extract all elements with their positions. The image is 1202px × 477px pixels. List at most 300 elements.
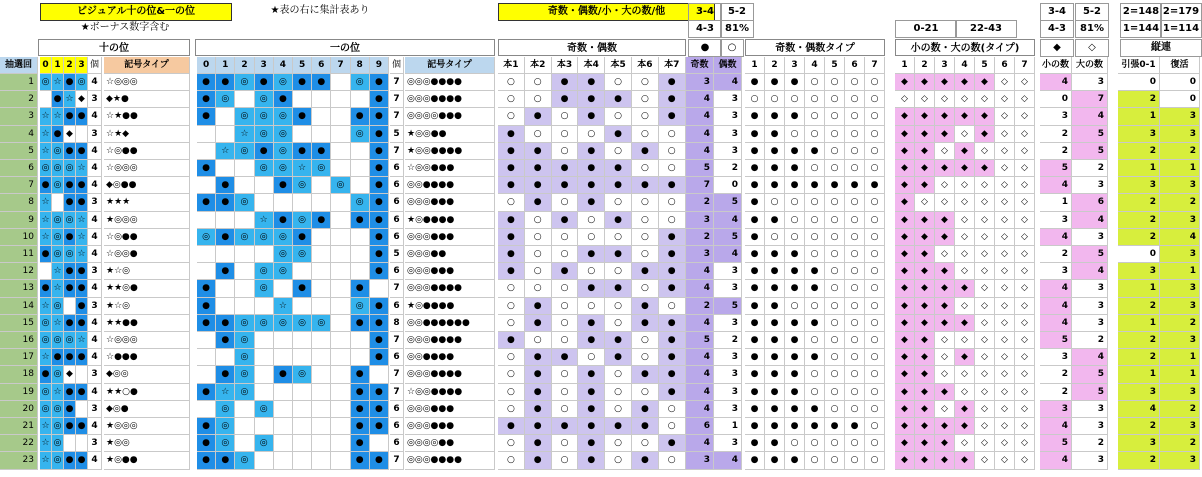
small-big-cell[interactable]: ◆ <box>975 126 995 143</box>
ones-type[interactable]: ☆◎◎●●●● <box>405 384 495 401</box>
header-type[interactable]: 5 <box>825 57 845 74</box>
header-ones-digit[interactable]: 9 <box>370 57 389 74</box>
hikihari-value[interactable]: 3 <box>1118 435 1160 452</box>
odd-even-cell[interactable]: ● <box>498 143 525 160</box>
odd-even-cell[interactable]: ○ <box>632 246 659 263</box>
odd-even-type-cell[interactable]: ● <box>805 280 825 297</box>
odd-even-cell[interactable]: ● <box>605 212 632 229</box>
small-big-cell[interactable]: ◇ <box>1015 108 1035 125</box>
ones-cell[interactable] <box>197 126 216 143</box>
tens-cell[interactable]: ◎ <box>52 435 64 452</box>
small-big-cell[interactable]: ◇ <box>955 194 975 211</box>
ones-cell[interactable]: ● <box>197 194 216 211</box>
ones-cell[interactable]: ◎ <box>293 177 312 194</box>
odd-even-type-cell[interactable]: ○ <box>825 263 845 280</box>
header-hon[interactable]: 本5 <box>605 57 632 74</box>
ones-cell[interactable] <box>312 263 331 280</box>
ones-cell[interactable]: ☆ <box>274 298 293 315</box>
ones-cell[interactable]: ◎ <box>255 280 274 297</box>
odd-even-cell[interactable]: ○ <box>552 280 579 297</box>
small-big-cell[interactable]: ◇ <box>1015 91 1035 108</box>
ones-count[interactable]: 7 <box>390 74 404 91</box>
odd-even-cell[interactable]: ○ <box>525 263 552 280</box>
draw-number[interactable]: 16 <box>0 332 38 349</box>
tens-cell[interactable]: ☆ <box>40 298 52 315</box>
tens-cell[interactable]: ● <box>64 349 76 366</box>
odd-even-type-cell[interactable]: ○ <box>805 246 825 263</box>
draw-number[interactable]: 3 <box>0 108 38 125</box>
odd-even-type-cell[interactable]: ● <box>765 143 785 160</box>
tens-type[interactable]: ☆◎●● <box>104 229 190 246</box>
even-count[interactable]: 3 <box>714 384 742 401</box>
tens-cell[interactable]: ☆ <box>76 212 88 229</box>
header-kigou2[interactable]: 記号タイプ <box>405 57 495 74</box>
small-big-cell[interactable]: ◆ <box>915 177 935 194</box>
tens-cell[interactable]: ☆ <box>40 108 52 125</box>
tens-cell[interactable]: ☆ <box>52 384 64 401</box>
tens-count[interactable]: 3 <box>88 126 102 143</box>
odd-even-type-cell[interactable]: ○ <box>785 194 805 211</box>
odd-even-type-cell[interactable]: ○ <box>865 143 885 160</box>
tens-cell[interactable]: ◎ <box>52 177 64 194</box>
odd-even-cell[interactable]: ● <box>605 349 632 366</box>
ones-cell[interactable] <box>255 332 274 349</box>
ones-cell[interactable] <box>312 298 331 315</box>
ones-type[interactable]: ◎◎◎●●●● <box>405 74 495 91</box>
small-big-cell[interactable]: ◇ <box>975 280 995 297</box>
ones-cell[interactable]: ◎ <box>255 108 274 125</box>
fukuren-value[interactable]: 2 <box>1160 315 1200 332</box>
odd-count[interactable]: 4 <box>686 401 714 418</box>
ones-cell[interactable]: ● <box>370 229 389 246</box>
tens-cell[interactable]: ● <box>76 452 88 469</box>
ones-cell[interactable] <box>370 366 389 383</box>
odd-even-cell[interactable]: ○ <box>578 263 605 280</box>
header-big[interactable]: 大の数 <box>1072 57 1108 74</box>
odd-even-type-cell[interactable]: ○ <box>845 160 865 177</box>
odd-count[interactable]: 4 <box>686 108 714 125</box>
ratio2-c[interactable]: 4-3 <box>1040 20 1074 38</box>
tens-count[interactable]: 4 <box>88 108 102 125</box>
ones-count[interactable]: 8 <box>390 315 404 332</box>
odd-even-type-cell[interactable]: ○ <box>845 229 865 246</box>
ones-cell[interactable] <box>216 160 235 177</box>
odd-even-cell[interactable]: ○ <box>605 401 632 418</box>
ones-cell[interactable]: ● <box>216 229 235 246</box>
odd-even-cell[interactable]: ● <box>632 418 659 435</box>
ones-cell[interactable] <box>255 298 274 315</box>
ones-type[interactable]: ◎◎◎●●● <box>405 418 495 435</box>
fukuren-value[interactable]: 3 <box>1160 126 1200 143</box>
small-big-cell[interactable]: ◇ <box>935 143 955 160</box>
odd-even-type-cell[interactable]: ○ <box>865 452 885 469</box>
ones-cell[interactable]: ☆ <box>293 160 312 177</box>
odd-even-cell[interactable]: ○ <box>525 246 552 263</box>
tens-count[interactable]: 4 <box>88 229 102 246</box>
odd-even-cell[interactable]: ● <box>552 160 579 177</box>
odd-even-cell[interactable]: ● <box>659 263 686 280</box>
big-count[interactable]: 2 <box>1072 435 1108 452</box>
small-big-cell[interactable]: ◇ <box>935 177 955 194</box>
small-big-cell[interactable]: ◇ <box>915 194 935 211</box>
small-big-cell[interactable]: ◇ <box>915 91 935 108</box>
ones-type[interactable]: ★◎◎●●●● <box>405 143 495 160</box>
ones-cell[interactable] <box>331 74 350 91</box>
small-big-cell[interactable]: ◆ <box>975 108 995 125</box>
ones-count[interactable]: 6 <box>390 401 404 418</box>
small-big-cell[interactable]: ◇ <box>935 366 955 383</box>
fukuren-value[interactable]: 3 <box>1160 246 1200 263</box>
odd-even-type-cell[interactable]: ○ <box>865 435 885 452</box>
small-big-cell[interactable]: ◆ <box>915 160 935 177</box>
small-big-cell[interactable]: ◇ <box>1015 418 1035 435</box>
legend-dia-filled[interactable]: ◆ <box>1040 39 1074 57</box>
ones-cell[interactable]: ◎ <box>235 349 254 366</box>
odd-even-cell[interactable]: ○ <box>498 280 525 297</box>
big-count[interactable]: 5 <box>1072 246 1108 263</box>
small-big-cell[interactable]: ◇ <box>975 315 995 332</box>
ones-cell[interactable] <box>216 349 235 366</box>
odd-even-cell[interactable]: ● <box>578 143 605 160</box>
tens-count[interactable]: 3 <box>88 435 102 452</box>
tens-cell[interactable]: ● <box>76 194 88 211</box>
tens-cell[interactable]: ☆ <box>52 74 64 91</box>
ones-cell[interactable]: ● <box>216 177 235 194</box>
ones-cell[interactable] <box>293 263 312 280</box>
small-big-cell[interactable]: ◇ <box>975 366 995 383</box>
small-big-cell[interactable]: ◇ <box>1015 194 1035 211</box>
header-kosu2[interactable]: 個 <box>390 57 404 74</box>
ones-cell[interactable] <box>274 349 293 366</box>
draw-number[interactable]: 18 <box>0 366 38 383</box>
odd-even-type-cell[interactable]: ○ <box>825 74 845 91</box>
odd-even-type-cell[interactable]: ● <box>805 349 825 366</box>
ones-cell[interactable]: ◎ <box>351 298 370 315</box>
tens-cell[interactable]: ◎ <box>52 418 64 435</box>
ones-count[interactable]: 7 <box>390 384 404 401</box>
big-count[interactable]: 5 <box>1072 126 1108 143</box>
tens-cell[interactable]: ● <box>76 177 88 194</box>
header-ones-digit[interactable]: 3 <box>255 57 274 74</box>
odd-even-cell[interactable]: ○ <box>525 212 552 229</box>
odd-count[interactable]: 3 <box>686 452 714 469</box>
draw-number[interactable]: 8 <box>0 194 38 211</box>
small-big-cell[interactable]: ◇ <box>1015 212 1035 229</box>
tens-cell[interactable]: ● <box>76 280 88 297</box>
odd-even-type-cell[interactable]: ○ <box>785 229 805 246</box>
small-big-cell[interactable]: ◆ <box>935 435 955 452</box>
small-big-cell[interactable]: ◇ <box>1015 263 1035 280</box>
title-odd-even-small-big[interactable]: 奇数・偶数/小・大の数/他 <box>498 3 715 21</box>
ones-cell[interactable]: ◎ <box>255 315 274 332</box>
tens-cell[interactable]: ☆ <box>40 143 52 160</box>
odd-even-cell[interactable]: ○ <box>605 298 632 315</box>
small-count[interactable]: 4 <box>1040 418 1072 435</box>
ones-cell[interactable]: ● <box>370 401 389 418</box>
ones-cell[interactable]: ● <box>370 418 389 435</box>
odd-even-type-cell[interactable]: ● <box>765 280 785 297</box>
ones-cell[interactable]: ◎ <box>235 366 254 383</box>
odd-even-type-cell[interactable]: ○ <box>825 349 845 366</box>
odd-even-cell[interactable]: ● <box>525 177 552 194</box>
ones-cell[interactable] <box>370 280 389 297</box>
ones-type[interactable]: ◎◎●●●● <box>405 349 495 366</box>
ones-cell[interactable]: ● <box>255 143 274 160</box>
odd-even-type-cell[interactable]: ○ <box>845 74 865 91</box>
odd-even-cell[interactable]: ○ <box>552 298 579 315</box>
ones-cell[interactable] <box>274 194 293 211</box>
ones-cell[interactable]: ◎ <box>274 126 293 143</box>
header-ones-digit[interactable]: 7 <box>331 57 350 74</box>
odd-count[interactable]: 3 <box>686 212 714 229</box>
note-summary-right[interactable]: ★表の右に集計表あり <box>270 5 370 16</box>
ones-cell[interactable] <box>351 229 370 246</box>
hikihari-value[interactable]: 2 <box>1118 298 1160 315</box>
odd-even-cell[interactable]: ○ <box>605 74 632 91</box>
ones-type[interactable]: ◎◎◎●●●● <box>405 91 495 108</box>
fukuren-value[interactable]: 3 <box>1160 280 1200 297</box>
small-big-cell[interactable]: ◆ <box>955 452 975 469</box>
ones-cell[interactable]: ● <box>293 280 312 297</box>
ones-cell[interactable] <box>331 332 350 349</box>
ones-cell[interactable]: ● <box>216 74 235 91</box>
odd-even-type-cell[interactable]: ● <box>745 366 765 383</box>
draw-number[interactable]: 9 <box>0 212 38 229</box>
small-big-cell[interactable]: ◇ <box>935 401 955 418</box>
ones-cell[interactable]: ◎ <box>197 229 216 246</box>
odd-even-cell[interactable]: ● <box>498 177 525 194</box>
tens-cell[interactable] <box>64 298 76 315</box>
ones-cell[interactable]: ◎ <box>255 435 274 452</box>
odd-even-type-cell[interactable]: ● <box>745 126 765 143</box>
odd-even-type-cell[interactable]: ● <box>825 418 845 435</box>
odd-even-cell[interactable]: ● <box>659 384 686 401</box>
tens-type[interactable]: ★◎◎◎ <box>104 212 190 229</box>
odd-even-cell[interactable]: ● <box>552 177 579 194</box>
ones-cell[interactable] <box>274 401 293 418</box>
odd-even-type-cell[interactable]: ● <box>785 108 805 125</box>
tens-cell[interactable]: ◎ <box>64 212 76 229</box>
odd-even-type-cell[interactable]: ○ <box>865 229 885 246</box>
ones-cell[interactable] <box>216 246 235 263</box>
ones-cell[interactable] <box>274 280 293 297</box>
header-sb-type[interactable]: 1 <box>895 57 915 74</box>
ones-cell[interactable] <box>351 143 370 160</box>
ones-cell[interactable]: ◎ <box>274 229 293 246</box>
odd-even-cell[interactable]: ● <box>525 194 552 211</box>
odd-even-cell[interactable]: ○ <box>552 401 579 418</box>
small-big-cell[interactable]: ◇ <box>995 229 1015 246</box>
ones-cell[interactable]: ● <box>370 177 389 194</box>
odd-even-type-cell[interactable]: ○ <box>825 280 845 297</box>
odd-even-type-cell[interactable]: ● <box>785 315 805 332</box>
small-big-cell[interactable]: ◇ <box>995 384 1015 401</box>
hikihari-value[interactable]: 1 <box>1118 108 1160 125</box>
ones-cell[interactable] <box>235 435 254 452</box>
odd-count[interactable]: 4 <box>686 366 714 383</box>
big-count[interactable]: 2 <box>1072 332 1108 349</box>
ones-cell[interactable] <box>274 418 293 435</box>
tens-cell[interactable]: ☆ <box>40 229 52 246</box>
small-big-cell[interactable]: ◇ <box>955 126 975 143</box>
header-draw[interactable]: 抽選回 <box>0 57 38 74</box>
small-big-cell[interactable]: ◆ <box>915 332 935 349</box>
ones-count[interactable]: 7 <box>390 143 404 160</box>
odd-even-type-cell[interactable]: ● <box>785 384 805 401</box>
hikihari-value[interactable]: 2 <box>1118 143 1160 160</box>
small-big-cell[interactable]: ◆ <box>935 74 955 91</box>
ones-cell[interactable] <box>293 401 312 418</box>
odd-even-cell[interactable]: ● <box>605 332 632 349</box>
even-count[interactable]: 4 <box>714 212 742 229</box>
odd-even-type-cell[interactable]: ○ <box>865 366 885 383</box>
small-big-cell[interactable]: ◆ <box>895 246 915 263</box>
ones-cell[interactable]: ◎ <box>293 366 312 383</box>
ones-cell[interactable] <box>255 349 274 366</box>
small-big-cell[interactable]: ◇ <box>935 194 955 211</box>
header-ones[interactable]: 一の位 <box>195 39 495 56</box>
tens-cell[interactable]: ◆ <box>76 91 88 108</box>
tens-type[interactable]: ★☆◎ <box>104 263 190 280</box>
small-big-cell[interactable]: ◇ <box>1015 315 1035 332</box>
small-count[interactable]: 3 <box>1040 401 1072 418</box>
ones-cell[interactable]: ● <box>216 366 235 383</box>
ones-cell[interactable] <box>312 126 331 143</box>
odd-count[interactable]: 4 <box>686 126 714 143</box>
odd-even-type-cell[interactable]: ● <box>845 418 865 435</box>
ones-cell[interactable]: ◎ <box>216 418 235 435</box>
small-big-cell[interactable]: ◇ <box>975 384 995 401</box>
small-count[interactable]: 5 <box>1040 332 1072 349</box>
small-big-cell[interactable]: ◇ <box>975 194 995 211</box>
small-big-cell[interactable]: ◇ <box>995 91 1015 108</box>
ones-type[interactable]: ◎◎◎●●●● <box>405 332 495 349</box>
odd-even-cell[interactable]: ○ <box>605 366 632 383</box>
odd-even-type-cell[interactable]: ○ <box>785 126 805 143</box>
odd-even-type-cell[interactable]: ○ <box>825 366 845 383</box>
hikihari-value[interactable]: 2 <box>1118 194 1160 211</box>
ones-cell[interactable]: ◎ <box>274 263 293 280</box>
ones-cell[interactable] <box>351 246 370 263</box>
small-big-cell[interactable]: ◆ <box>895 143 915 160</box>
tens-cell[interactable]: ☆ <box>76 332 88 349</box>
header-type[interactable]: 2 <box>765 57 785 74</box>
odd-even-type-cell[interactable]: ● <box>745 263 765 280</box>
tens-count[interactable]: 4 <box>88 315 102 332</box>
hikihari-value[interactable]: 3 <box>1118 126 1160 143</box>
legend-dot-filled[interactable]: ● <box>688 39 722 57</box>
ones-cell[interactable] <box>216 126 235 143</box>
header-tens-digit[interactable]: 2 <box>64 57 76 74</box>
odd-even-cell[interactable]: ● <box>659 366 686 383</box>
ones-cell[interactable] <box>331 194 350 211</box>
header-sb-type[interactable]: 6 <box>995 57 1015 74</box>
small-big-cell[interactable]: ◇ <box>975 143 995 160</box>
even-count[interactable]: 3 <box>714 435 742 452</box>
odd-even-type-cell[interactable]: ● <box>805 418 825 435</box>
odd-even-cell[interactable]: ○ <box>525 91 552 108</box>
small-big-cell[interactable]: ◆ <box>895 418 915 435</box>
ones-count[interactable]: 5 <box>390 126 404 143</box>
odd-even-cell[interactable]: ○ <box>605 384 632 401</box>
small-big-cell[interactable]: ◆ <box>915 212 935 229</box>
ones-cell[interactable] <box>255 194 274 211</box>
ones-cell[interactable]: ◎ <box>293 315 312 332</box>
odd-even-cell[interactable]: ● <box>632 177 659 194</box>
odd-even-cell[interactable]: ○ <box>498 401 525 418</box>
ones-count[interactable]: 5 <box>390 246 404 263</box>
small-big-cell[interactable]: ◆ <box>955 160 975 177</box>
ones-cell[interactable]: ◎ <box>274 143 293 160</box>
odd-even-type-cell[interactable]: ● <box>785 418 805 435</box>
tens-cell[interactable] <box>76 401 88 418</box>
ones-cell[interactable] <box>331 126 350 143</box>
ones-type[interactable]: ★◎●●●● <box>405 212 495 229</box>
odd-even-type-cell[interactable]: ● <box>745 332 765 349</box>
odd-even-type-cell[interactable]: ○ <box>785 435 805 452</box>
small-big-cell[interactable]: ◆ <box>895 452 915 469</box>
odd-even-cell[interactable]: ● <box>578 194 605 211</box>
draw-number[interactable]: 7 <box>0 177 38 194</box>
tens-type[interactable]: ★★★ <box>104 194 190 211</box>
ones-cell[interactable] <box>197 263 216 280</box>
odd-even-cell[interactable]: ○ <box>498 349 525 366</box>
ones-cell[interactable] <box>293 349 312 366</box>
odd-even-cell[interactable]: ● <box>578 74 605 91</box>
odd-even-type-cell[interactable]: ○ <box>825 108 845 125</box>
odd-even-cell[interactable]: ● <box>525 401 552 418</box>
header-ones-digit[interactable]: 0 <box>197 57 216 74</box>
odd-even-type-cell[interactable]: ○ <box>865 418 885 435</box>
ratio-c[interactable]: 4-3 <box>688 20 722 38</box>
odd-even-type-cell[interactable]: ○ <box>845 452 865 469</box>
ones-cell[interactable] <box>197 246 216 263</box>
ones-count[interactable]: 6 <box>390 435 404 452</box>
small-big-cell[interactable]: ◆ <box>955 143 975 160</box>
odd-even-cell[interactable]: ● <box>578 435 605 452</box>
ones-cell[interactable] <box>331 315 350 332</box>
tens-cell[interactable]: ● <box>64 280 76 297</box>
ones-cell[interactable] <box>331 263 350 280</box>
ones-cell[interactable] <box>197 401 216 418</box>
small-big-cell[interactable]: ◇ <box>1015 246 1035 263</box>
draw-number[interactable]: 20 <box>0 401 38 418</box>
summary-2[interactable]: 2=179 <box>1160 3 1202 21</box>
odd-even-cell[interactable]: ● <box>525 298 552 315</box>
ones-cell[interactable]: ◎ <box>293 212 312 229</box>
odd-even-cell[interactable]: ● <box>498 332 525 349</box>
big-count[interactable]: 3 <box>1072 298 1108 315</box>
ones-cell[interactable] <box>293 194 312 211</box>
odd-even-cell[interactable]: ○ <box>498 194 525 211</box>
ones-cell[interactable]: ◎ <box>235 229 254 246</box>
header-sb-type[interactable]: 2 <box>915 57 935 74</box>
odd-even-type-cell[interactable]: ○ <box>805 74 825 91</box>
big-count[interactable]: 6 <box>1072 194 1108 211</box>
odd-even-cell[interactable]: ○ <box>605 315 632 332</box>
small-big-cell[interactable]: ◆ <box>895 366 915 383</box>
header-small-big[interactable]: 小の数・大の数(タイプ) <box>895 39 1035 56</box>
odd-even-type-cell[interactable]: ○ <box>825 143 845 160</box>
small-big-cell[interactable]: ◇ <box>1015 74 1035 91</box>
odd-even-cell[interactable]: ● <box>525 384 552 401</box>
odd-even-type-cell[interactable]: ○ <box>845 263 865 280</box>
odd-even-type-cell[interactable]: ● <box>745 177 765 194</box>
tens-count[interactable]: 4 <box>88 384 102 401</box>
ones-cell[interactable] <box>197 366 216 383</box>
small-count[interactable]: 4 <box>1040 229 1072 246</box>
tens-cell[interactable]: ◆ <box>64 126 76 143</box>
